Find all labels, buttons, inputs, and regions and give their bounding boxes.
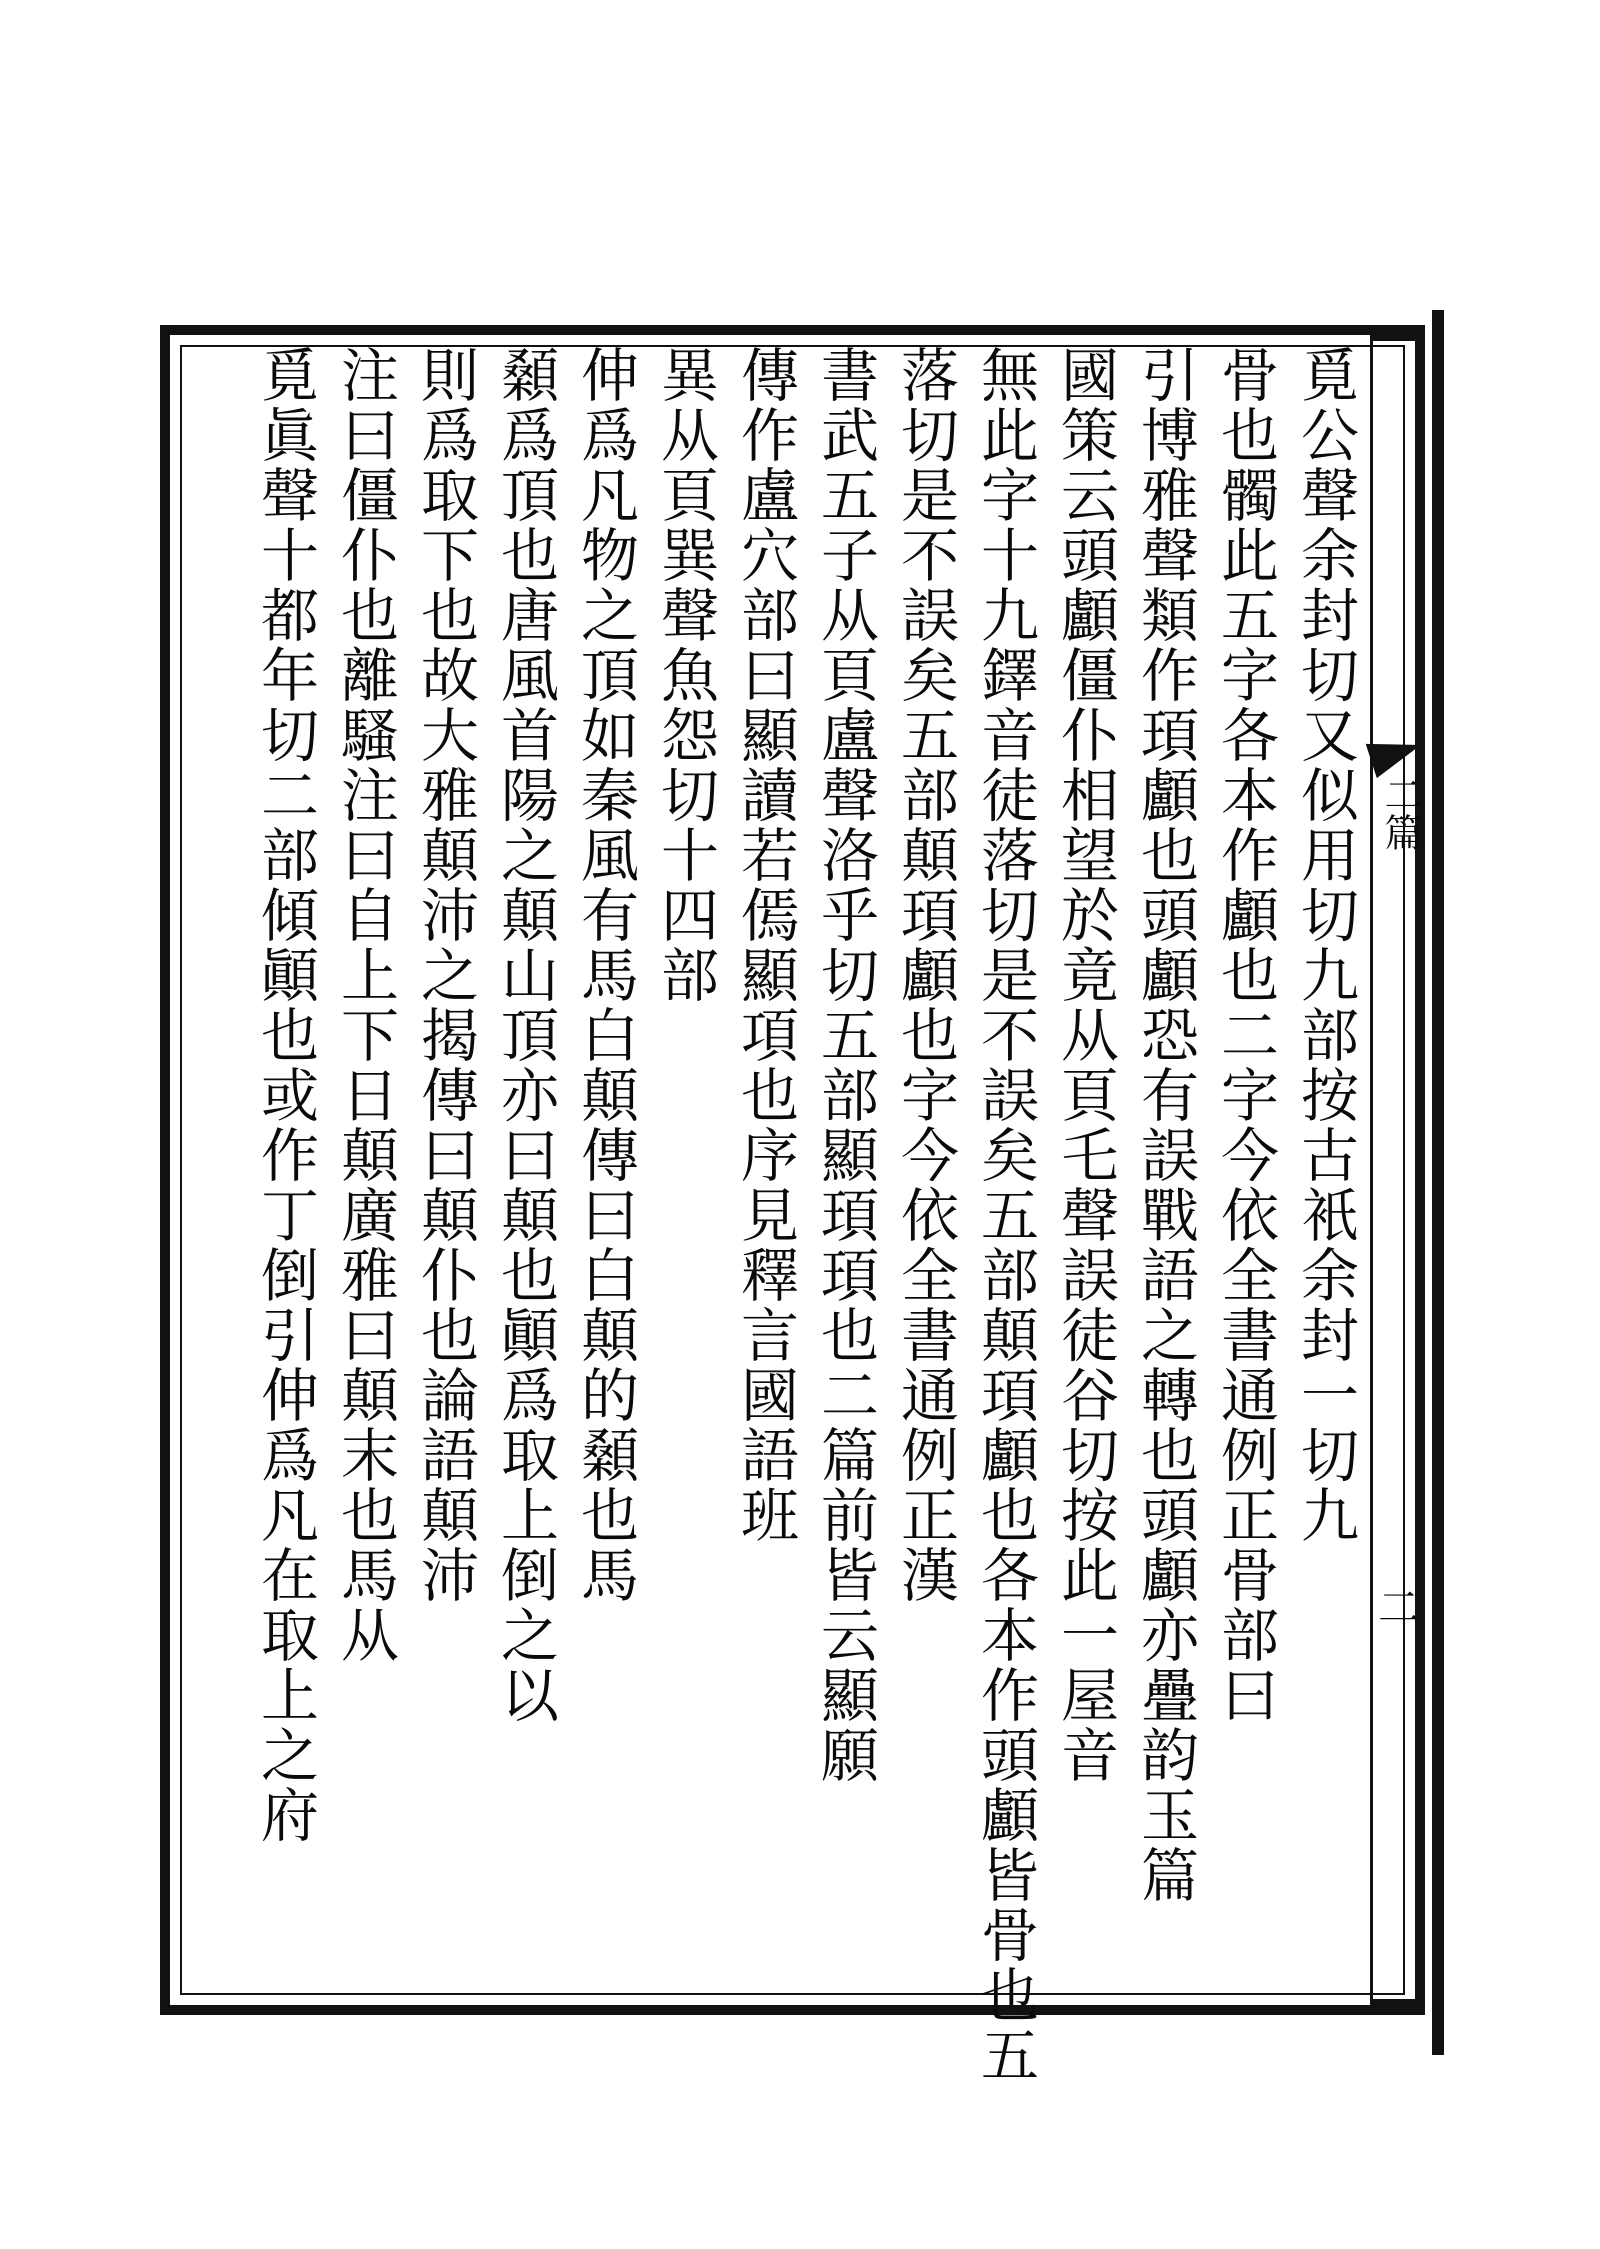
text-column: 則爲取下也故大雅顛沛之揭傳曰顛仆也論語顛沛	[411, 345, 479, 1605]
text-column: 國策云頭顱僵仆相望於竟从頁乇聲誤徒谷切按此一屋音	[1051, 345, 1119, 1785]
margin-bottom-rule	[1370, 1999, 1422, 2005]
text-column: 傳作盧穴部曰顯讀若傿顯項也序見釋言國語班	[731, 345, 799, 1545]
text-column: 覓眞聲十都年切二部傾顚也或作丁倒引伸爲凡在取上之府	[251, 345, 319, 1845]
fish-tail-mark	[1366, 728, 1427, 778]
outer-edge-bar	[1432, 310, 1444, 2055]
juan-label: 二篇	[1378, 775, 1422, 851]
text-column: 引博雅聲類作頊顱也頭顱恐有誤戰語之轉也頭顱亦疊韵玉篇	[1131, 345, 1199, 1905]
text-column: 無此字十九鐸音徒落切是不誤矣五部顛頊顱也各本作頭顱皆骨也五	[971, 345, 1039, 2085]
banxin-margin	[1370, 335, 1432, 2005]
text-column: 書武五子从頁盧聲洛乎切五部顯頊頊也二篇前皆云顯願	[811, 345, 879, 1785]
folio-number: 二	[1377, 1583, 1420, 1632]
text-column: 落切是不誤矣五部顛頊顱也字今依全書通例正漢	[891, 345, 959, 1605]
text-column: 伸爲凡物之頂如秦風有馬白顛傳曰白顛的顙也馬	[571, 345, 639, 1605]
text-body	[182, 345, 1367, 2085]
text-column: 骨也髑此五字各本作顱也二字今依全書通例正骨部曰	[1211, 345, 1279, 1725]
margin-top-rule	[1370, 335, 1422, 341]
text-column: 顙爲頂也唐風首陽之顛山頂亦曰顛也顚爲取上倒之以	[491, 345, 559, 1725]
text-column: 異从頁巽聲魚怨切十四部	[651, 345, 719, 1005]
text-column: 注曰僵仆也離騷注曰自上下日顛廣雅曰顛末也馬从	[331, 345, 399, 1665]
text-column: 覓公聲余封切又似用切九部按古衹余封一切九	[1291, 345, 1359, 1545]
